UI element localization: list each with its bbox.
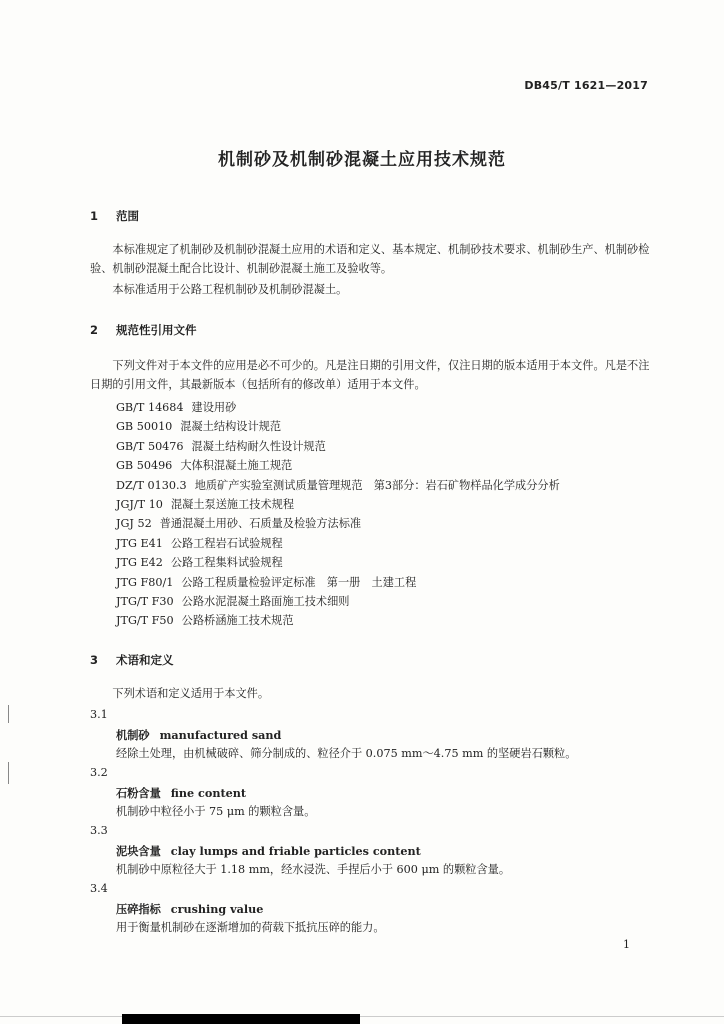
term-heading [116, 785, 246, 801]
document-title: 机制砂及机制砂混凝土应用技术规范 [218, 150, 506, 170]
reference-item [116, 534, 560, 553]
term-zh: 机制砂 [116, 729, 150, 742]
section-1-heading [90, 208, 139, 224]
ref-title: 大体积混凝土施工规范 [180, 459, 293, 473]
term-definition: 经除土处理，由机械破碎、筛分制成的、粒径介于 0.075 mm～4.75 mm 的坚硬岩石颗粒。 [116, 747, 577, 760]
section-3-heading [90, 652, 174, 668]
scan-mark [8, 762, 9, 784]
ref-title: 公路桥涵施工技术规范 [181, 614, 294, 628]
section-number: 3 [90, 653, 99, 667]
term-definition: 机制砂中原粒径大于 1.18 mm，经水浸洗、手捏后小于 600 μm 的颗粒含量。 [116, 863, 511, 876]
scope-paragraph-2: 本标准适用于公路工程机制砂及机制砂混凝土。 [112, 283, 348, 296]
term-definition: 机制砂中粒径小于 75 μm 的颗粒含量。 [116, 805, 316, 818]
reference-item [116, 437, 560, 456]
term-number: 3.2 [90, 766, 108, 779]
section-number: 1 [90, 209, 99, 223]
reference-item [116, 514, 560, 533]
section-2-heading [90, 322, 197, 338]
ref-code: DZ/T 0130.3 [116, 478, 187, 492]
ref-code: JTG E42 [116, 556, 163, 570]
ref-code: JTG F80/1 [116, 575, 174, 589]
ref-title: 地质矿产实验室测试质量管理规范 第3部分：岩石矿物样品化学成分分析 [194, 478, 560, 492]
reference-item [116, 398, 560, 417]
page-number: 1 [623, 938, 630, 951]
ref-code: GB 50010 [116, 420, 173, 434]
ref-title: 普通混凝土用砂、石质量及检验方法标准 [159, 517, 362, 531]
section-number: 2 [90, 323, 99, 337]
scan-edge-line [0, 1016, 724, 1017]
reference-item [116, 495, 560, 514]
ref-code: JTG/T F50 [116, 614, 174, 628]
ref-code: JGJ 52 [116, 517, 152, 531]
ref-title: 混凝土泵送施工技术规程 [170, 497, 295, 511]
normative-intro: 下列文件对于本文件的应用是必不可少的。凡是注日期的引用文件，仅注日期的版本适用于本文件。凡是不注日期的引用文件，其最新版本（包括所有的修改单）适用于本文件。 [90, 359, 650, 391]
standard-code: DB45/T 1621—2017 [524, 79, 648, 92]
ref-title: 公路水泥混凝土路面施工技术细则 [181, 594, 350, 608]
reference-list [116, 398, 560, 631]
terms-intro: 下列术语和定义适用于本文件。 [112, 687, 270, 700]
term-heading [116, 727, 281, 743]
reference-item [116, 553, 560, 572]
reference-item [116, 592, 560, 611]
ref-code: JGJ/T 10 [116, 497, 163, 511]
scope-paragraph-1: 本标准规定了机制砂及机制砂混凝土应用的术语和定义、基本规定、机制砂技术要求、机制砂生产、机制砂检验、机制砂混凝土配合比设计、机制砂混凝土施工及验收等。 [90, 243, 650, 275]
ref-title: 公路工程集料试验规程 [170, 556, 283, 570]
ref-title: 混凝土结构耐久性设计规范 [191, 439, 326, 453]
term-heading [116, 901, 263, 917]
term-zh: 压碎指标 [116, 903, 161, 916]
term-zh: 石粉含量 [116, 787, 161, 800]
reference-item [116, 417, 560, 436]
ref-title: 建设用砂 [191, 401, 237, 414]
ref-title: 混凝土结构设计规范 [180, 420, 282, 434]
term-number: 3.3 [90, 824, 108, 837]
section-title: 术语和定义 [116, 653, 174, 667]
term-en: manufactured sand [159, 728, 282, 742]
ref-code: JTG/T F30 [116, 594, 174, 608]
term-number: 3.1 [90, 708, 108, 721]
term-en: fine content [170, 786, 247, 800]
reference-item [116, 476, 560, 495]
scan-mark [8, 705, 9, 723]
ref-title: 公路工程岩石试验规程 [170, 536, 283, 550]
ref-code: JTG E41 [116, 536, 163, 550]
term-definition: 用于衡量机制砂在逐渐增加的荷载下抵抗压碎的能力。 [116, 921, 385, 934]
section-title: 范围 [116, 209, 140, 223]
ref-title: 公路工程质量检验评定标准 第一册 土建工程 [181, 575, 417, 589]
ref-code: GB/T 50476 [116, 439, 184, 453]
term-en: clay lumps and friable particles content [170, 844, 421, 858]
term-number: 3.4 [90, 882, 108, 895]
ref-code: GB 50496 [116, 459, 173, 473]
term-zh: 泥块含量 [116, 845, 161, 858]
scan-edge-bar [122, 1014, 360, 1024]
reference-item [116, 611, 560, 630]
section-title: 规范性引用文件 [116, 323, 197, 337]
term-en: crushing value [170, 902, 264, 916]
ref-code: GB/T 14684 [116, 401, 184, 414]
reference-item [116, 573, 560, 592]
term-heading [116, 843, 421, 859]
reference-item [116, 456, 560, 475]
